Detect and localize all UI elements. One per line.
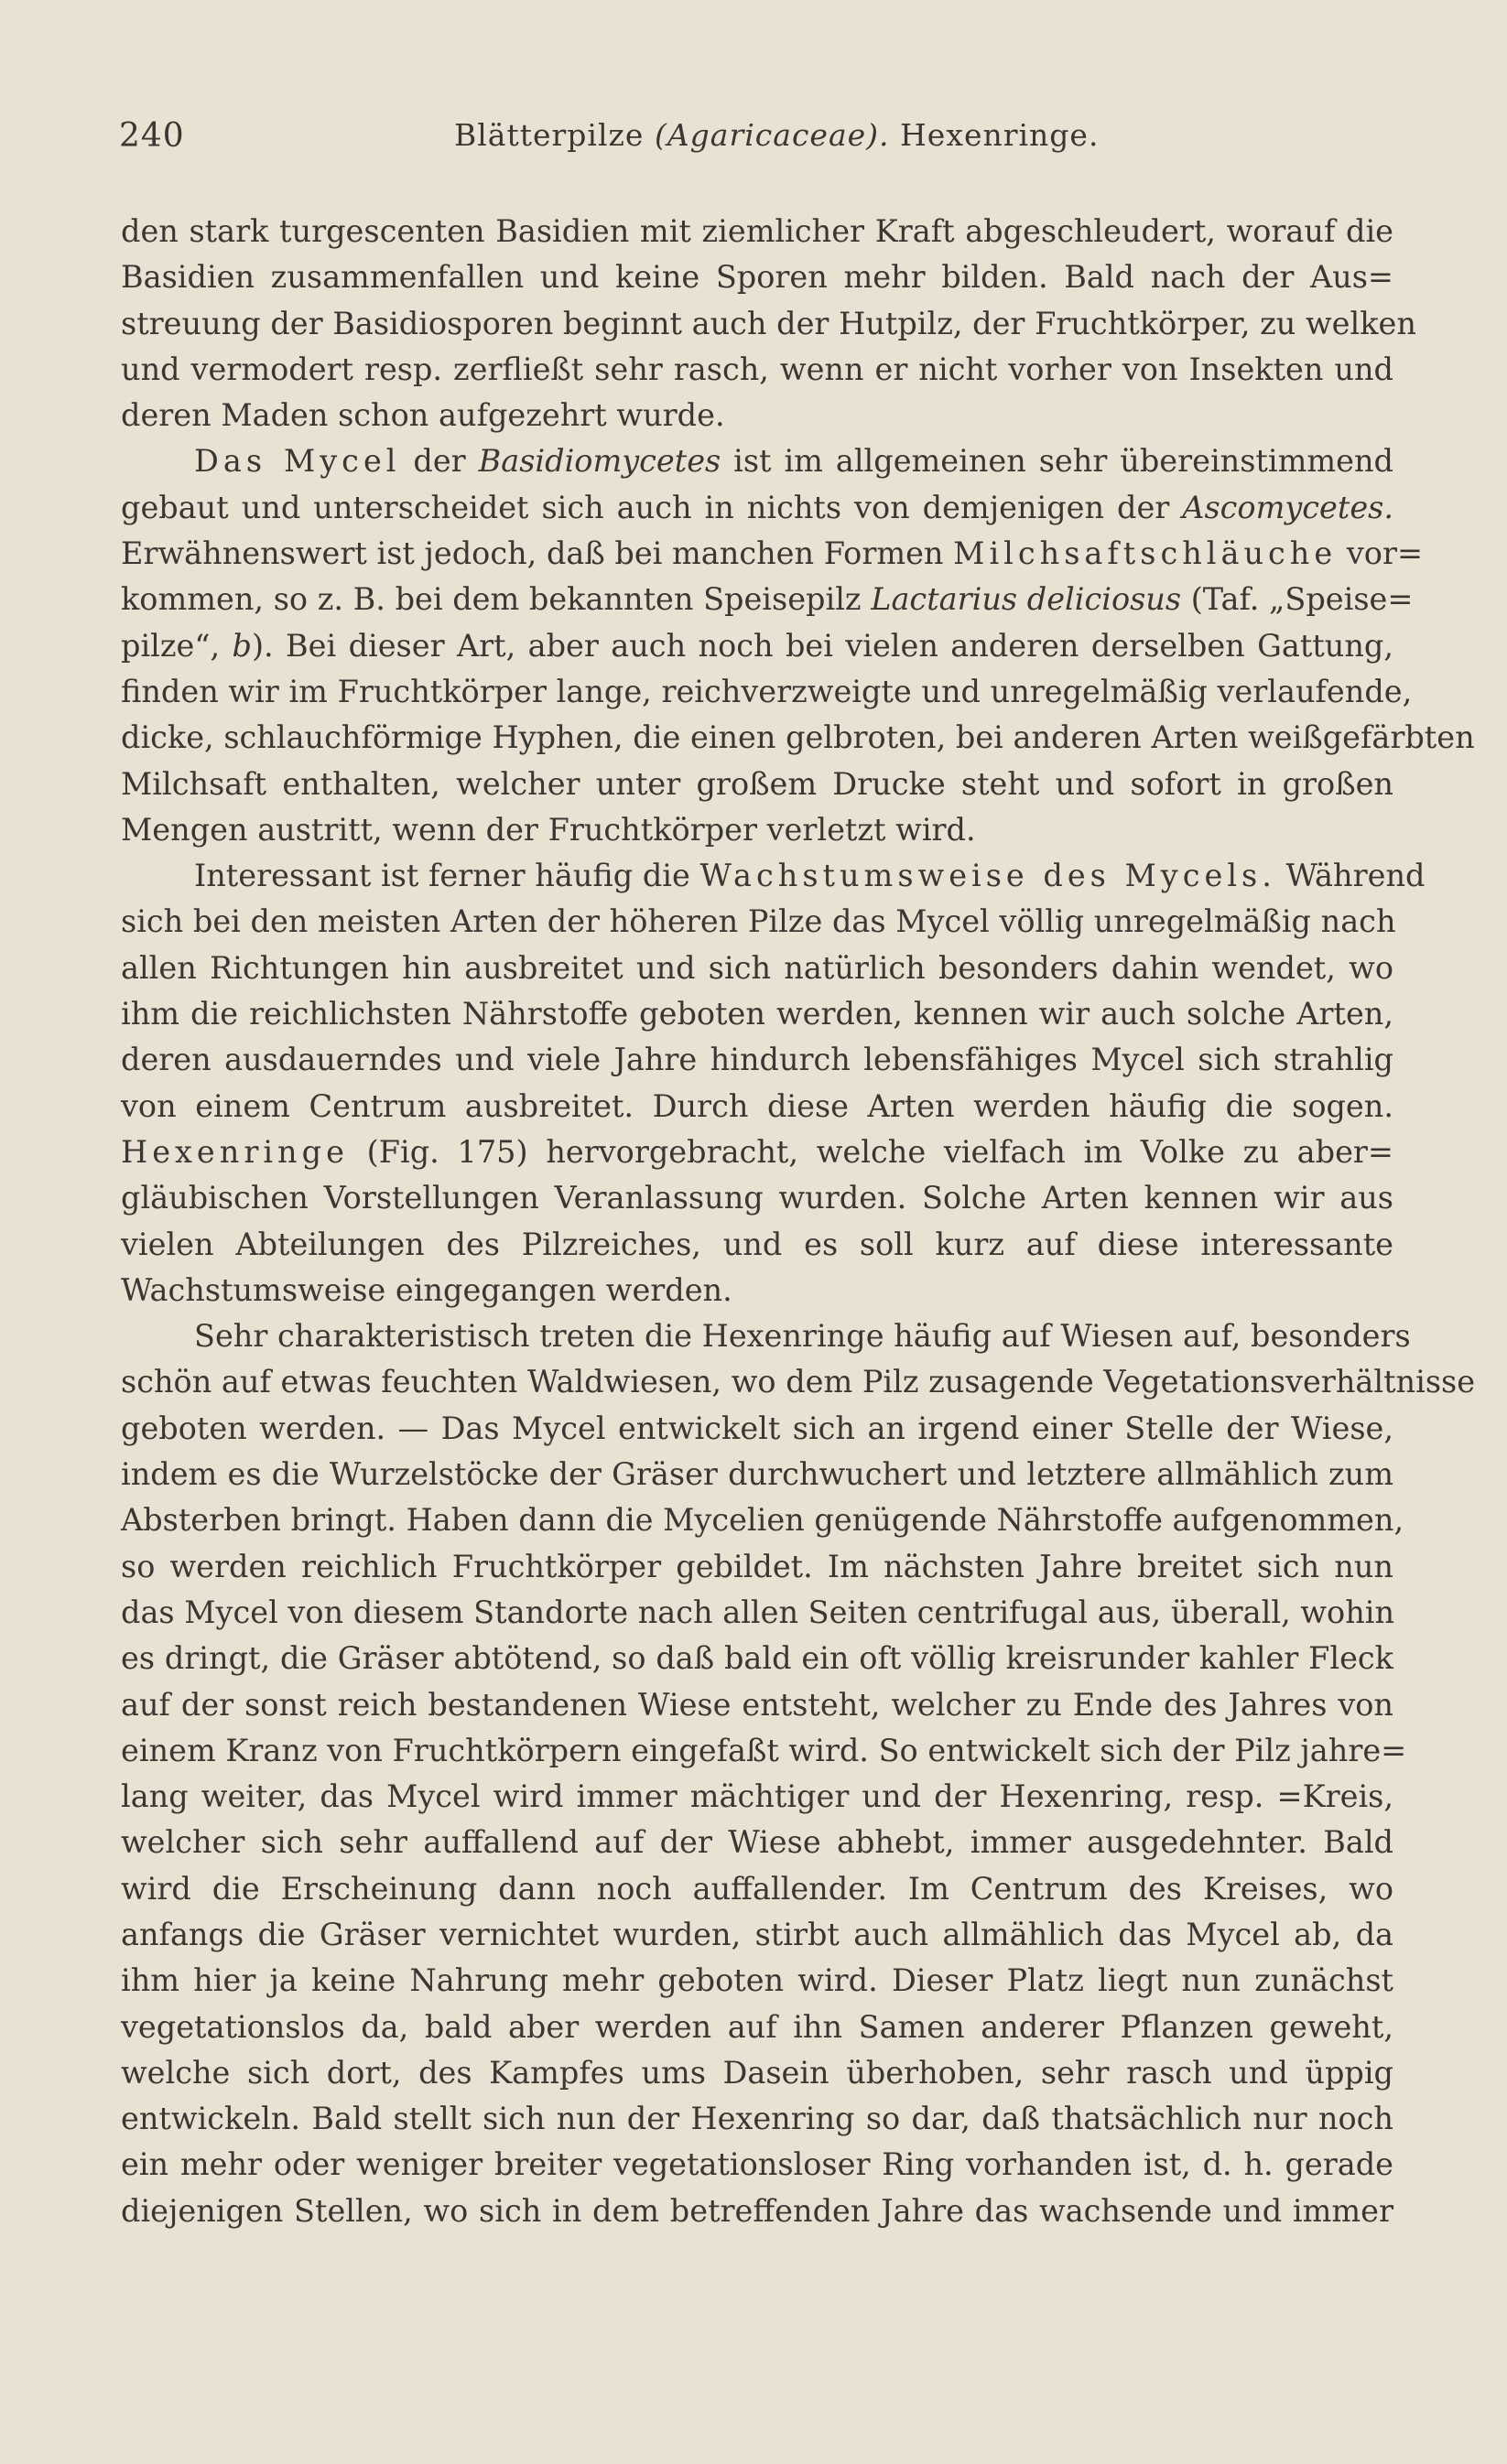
- text-line: [121, 1268, 1393, 1313]
- text-run: geboten werden. — Das Mycel entwickelt sich an irgend einer Stelle der Wiese,: [121, 1410, 1393, 1446]
- text-run: streuung der Basidiosporen beginnt auch der Hutpilz, der Fruchtkörper, zu welken: [121, 305, 1416, 341]
- italic-term: b: [232, 627, 252, 664]
- text-run: welcher sich sehr auffallend auf der Wiese abhebt, immer ausgedehnter. Bald: [121, 1824, 1393, 1861]
- text-run: Interessant ist ferner häufig die: [194, 858, 700, 894]
- text-line: [121, 715, 1475, 761]
- text-line: [121, 209, 1393, 254]
- text-run: allen Richtungen hin ausbreitet und sich natürlich besonders dahin wendet, wo: [121, 949, 1393, 986]
- text-run: Erwähnenswert ist jedoch, daß bei manchen Formen: [121, 535, 954, 572]
- text-run: kommen, so z. B. bei dem bekannten Speisepilz: [121, 581, 872, 618]
- text-line: [121, 2142, 1393, 2188]
- text-run: vor=: [1337, 535, 1424, 572]
- text-run: ). Bei dieser Art, aber auch noch bei vielen anderen derselben Gattung,: [251, 627, 1393, 664]
- text-run: vegetationslos da, bald aber werden auf ihn Samen anderer Pflanzen geweht,: [121, 2008, 1393, 2045]
- text-run: ihm die reichlichsten Nährstoffe geboten werden, kennen wir auch solche Arten,: [121, 996, 1393, 1032]
- text-line: [121, 1037, 1393, 1083]
- text-line: [121, 254, 1393, 300]
- text-line: [121, 807, 1393, 853]
- text-run: auf der sonst reich bestandenen Wiese entsteht, welcher zu Ende des Jahres von: [121, 1686, 1393, 1723]
- spaced-emphasis: Mycel: [283, 443, 401, 480]
- text-run: indem es die Wurzelstöcke der Gräser durchwuchert und letztere allmählich zum: [121, 1456, 1393, 1493]
- text-run: deren ausdauerndes und viele Jahre hindurch lebensfähiges Mycel sich strahlig: [121, 1042, 1393, 1078]
- text-run: Milchsaft enthalten, welcher unter großem Drucke steht und sofort in großen: [121, 765, 1393, 802]
- text-run: Basidien zusammenfallen und keine Sporen mehr bilden. Bald nach der Aus=: [121, 259, 1393, 296]
- text-line: [121, 1682, 1393, 1728]
- text-line: [121, 347, 1393, 393]
- text-line: [121, 1313, 1411, 1359]
- text-run: wird die Erscheinung dann noch auffallender. Im Centrum des Kreises, wo: [121, 1870, 1393, 1907]
- text-line: [121, 2188, 1393, 2234]
- text-line: [121, 2050, 1393, 2096]
- text-run: einem Kranz von Fruchtkörpern eingefaßt wird. So entwickelt sich der Pilz jahre=: [121, 1732, 1407, 1768]
- text-run: ist im allgemeinen sehr übereinstimmend: [721, 443, 1393, 480]
- text-run: finden wir im Fruchtkörper lange, reichverzweigte und unregelmäßig verlaufende,: [121, 673, 1413, 709]
- spaced-emphasis: Hexenringe: [121, 1133, 349, 1170]
- text-run: pilze“,: [121, 627, 233, 664]
- text-run: (Fig. 175) hervorgebracht, welche vielfach im Volke zu aber=: [348, 1133, 1393, 1170]
- text-line: [121, 1222, 1393, 1268]
- text-line: [121, 1590, 1393, 1636]
- text-run: es dringt, die Gräser abtötend, so daß bald ein oft völlig kreisrunder kahler Fleck: [121, 1640, 1393, 1677]
- text-run: gebaut und unterscheidet sich auch in nichts von demjenigen der: [121, 489, 1183, 525]
- running-header: [119, 117, 1390, 165]
- text-run: entwickeln. Bald stellt sich nun der Hexenring so dar, daß thatsächlich nur noch: [121, 2101, 1393, 2137]
- text-line: [121, 762, 1393, 807]
- text-run: welche sich dort, des Kampfes ums Dasein überhoben, sehr rasch und üppig: [121, 2054, 1393, 2091]
- text-line: [121, 1129, 1393, 1175]
- text-line: [121, 1866, 1393, 1912]
- text-line: [121, 301, 1416, 347]
- running-title-text-end: Hexenringe.: [889, 117, 1100, 153]
- text-line: [121, 393, 1393, 438]
- text-run: schön auf etwas feuchten Waldwiesen, wo dem Pilz zusagende Vegetationsverhältnisse: [121, 1364, 1476, 1400]
- text-line: [121, 1497, 1404, 1543]
- text-line: [121, 946, 1393, 991]
- text-line: [121, 853, 1426, 899]
- italic-term: Lactarius deliciosus: [871, 581, 1182, 618]
- text-run: Wachstumsweise eingegangen werden.: [121, 1271, 732, 1308]
- text-line: [121, 1820, 1393, 1865]
- text-line: [121, 1958, 1393, 2004]
- text-line: [121, 2096, 1393, 2142]
- text-run: das Mycel von diesem Standorte nach allen Seiten centrifugal aus, überall, wohin: [121, 1594, 1395, 1630]
- text-line: [121, 1912, 1393, 1958]
- spaced-emphasis: Wachstumsweise des Mycels.: [699, 858, 1276, 894]
- text-run: der: [400, 443, 479, 480]
- text-run: diejenigen Stellen, wo sich in dem betreffenden Jahre das wachsende und immer: [121, 2192, 1393, 2229]
- text-line: [121, 531, 1424, 577]
- body-text: [121, 209, 1476, 2234]
- text-line: [121, 991, 1393, 1037]
- text-run: dicke, schlauchförmige Hyphen, die einen gelbroten, bei anderen Arten weißgefärbten: [121, 719, 1475, 756]
- text-run: von einem Centrum ausbreitet. Durch diese Arten werden häufig die sogen.: [121, 1087, 1393, 1124]
- text-line: [121, 485, 1393, 531]
- text-run: ihm hier ja keine Nahrung mehr geboten wird. Dieser Platz liegt nun zunächst: [121, 1962, 1393, 1999]
- text-run: und vermodert resp. zerfließt sehr rasch, wenn er nicht vorher von Insekten und: [121, 351, 1393, 387]
- text-line: [121, 577, 1414, 622]
- text-line: [121, 669, 1413, 715]
- text-line: [121, 1084, 1393, 1129]
- text-run: so werden reichlich Fruchtkörper gebildet. Im nächsten Jahre breitet sich nun: [121, 1548, 1393, 1584]
- text-line: [121, 1452, 1393, 1497]
- text-line: [121, 1774, 1393, 1820]
- text-run: ein mehr oder weniger breiter vegetationsloser Ring vorhanden ist, d. h. gerade: [121, 2146, 1393, 2183]
- text-run: (Taf. „Speise=: [1181, 581, 1414, 618]
- text-line: [121, 1636, 1393, 1681]
- text-run: anfangs die Gräser vernichtet wurden, stirbt auch allmählich das Mycel ab, da: [121, 1916, 1393, 1952]
- page-number: 240: [119, 117, 185, 155]
- text-line: [121, 438, 1393, 484]
- text-run: gläubischen Vorstellungen Veranlassung wurden. Solche Arten kennen wir aus: [121, 1180, 1393, 1216]
- text-run: Während: [1275, 858, 1426, 894]
- text-run: Absterben bringt. Haben dann die Mycelien genügende Nährstoffe aufgenommen,: [121, 1502, 1404, 1539]
- text-line: [121, 1544, 1393, 1590]
- text-run: den stark turgescenten Basidien mit ziemlicher Kraft abgeschleudert, worauf die: [121, 213, 1393, 249]
- spaced-emphasis: Das: [194, 443, 284, 480]
- running-title: [454, 117, 1099, 153]
- text-line: [121, 1728, 1407, 1774]
- italic-term: Ascomycetes.: [1182, 489, 1393, 525]
- text-line: [121, 623, 1393, 669]
- text-run: vielen Abteilungen des Pilzreiches, und es soll kurz auf diese interessante: [121, 1226, 1393, 1262]
- text-run: lang weiter, das Mycel wird immer mächtiger und der Hexenring, resp. =Kreis,: [121, 1778, 1393, 1815]
- text-run: deren Maden schon aufgezehrt wurde.: [121, 397, 725, 434]
- running-title-text: Blätterpilze: [454, 117, 655, 153]
- italic-term: Basidiomycetes: [478, 443, 721, 480]
- running-title-latin: (Agaricaceae).: [654, 117, 890, 153]
- text-line: [121, 899, 1396, 945]
- text-line: [121, 1359, 1476, 1405]
- text-line: [121, 1175, 1393, 1221]
- spaced-emphasis: Milchsaftschläuche: [953, 535, 1338, 572]
- text-run: Sehr charakteristisch treten die Hexenringe häufig auf Wiesen auf, besonders: [194, 1318, 1411, 1355]
- text-line: [121, 1406, 1393, 1452]
- text-run: sich bei den meisten Arten der höheren Pilze das Mycel völlig unregelmäßig nach: [121, 903, 1396, 940]
- text-run: Mengen austritt, wenn der Fruchtkörper verletzt wird.: [121, 811, 976, 848]
- text-line: [121, 2005, 1393, 2050]
